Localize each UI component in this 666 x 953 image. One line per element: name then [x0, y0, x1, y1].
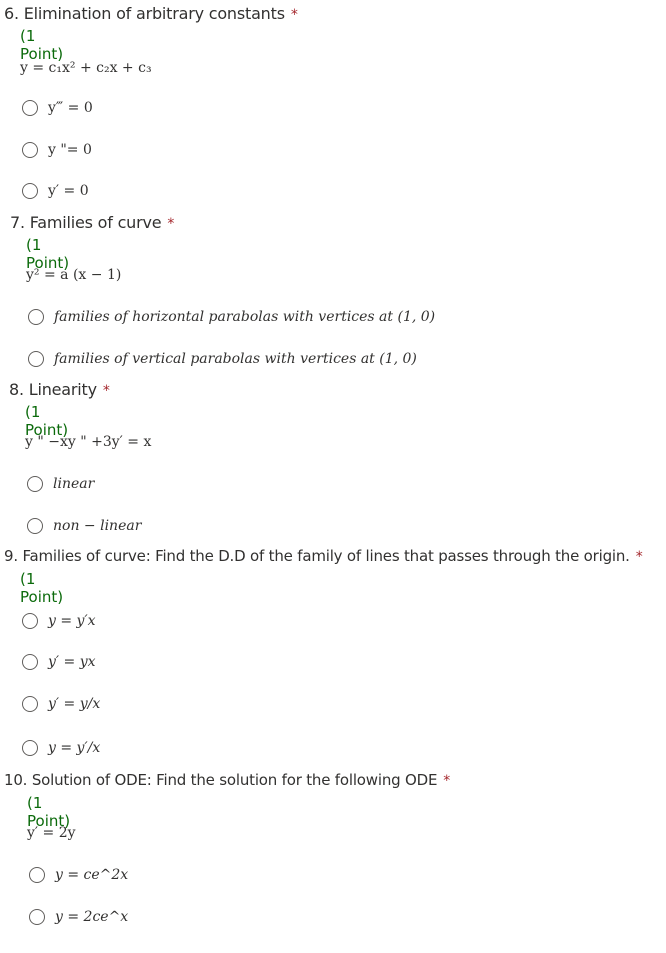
- question-equation: y " −xy " +3y′ = x: [25, 434, 152, 450]
- question-equation: y² = a (x − 1): [26, 267, 122, 283]
- points-label: (1 Point): [20, 27, 64, 63]
- option-q10-b[interactable]: y = 2ce^x: [29, 906, 128, 928]
- radio-button[interactable]: [29, 909, 45, 925]
- radio-button[interactable]: [22, 613, 38, 629]
- question-title: 6. Elimination of arbitrary constants *: [4, 4, 298, 23]
- option-q9-c[interactable]: y′ = y/x: [22, 693, 100, 715]
- required-marker: *: [635, 549, 643, 565]
- option-q7-b[interactable]: families of vertical parabolas with vertices at (1, 0): [28, 348, 417, 370]
- option-q10-a[interactable]: y = ce^2x: [29, 864, 128, 886]
- radio-button[interactable]: [27, 476, 43, 492]
- radio-button[interactable]: [22, 100, 38, 116]
- option-q6-a[interactable]: y‴ = 0: [22, 97, 93, 119]
- question-equation: y′ = 2y: [27, 825, 76, 841]
- required-marker: *: [290, 7, 298, 23]
- option-q9-b[interactable]: y′ = yx: [22, 651, 96, 673]
- required-marker: *: [167, 216, 175, 232]
- required-marker: *: [443, 773, 451, 789]
- question-title: 10. Solution of ODE: Find the solution for the following ODE *: [4, 771, 451, 789]
- option-q7-a[interactable]: families of horizontal parabolas with vertices at (1, 0): [28, 306, 435, 328]
- points-label: (1 Point): [20, 570, 64, 606]
- radio-button[interactable]: [22, 654, 38, 670]
- question-title: 8. Linearity *: [9, 380, 110, 399]
- points-label: (1 Point): [25, 403, 69, 439]
- radio-button[interactable]: [28, 309, 44, 325]
- radio-button[interactable]: [22, 183, 38, 199]
- option-q9-a[interactable]: y = y′x: [22, 610, 96, 632]
- radio-button[interactable]: [27, 518, 43, 534]
- radio-button[interactable]: [28, 351, 44, 367]
- option-q6-b[interactable]: y "= 0: [22, 139, 92, 161]
- radio-button[interactable]: [22, 740, 38, 756]
- points-label: (1 Point): [27, 794, 71, 830]
- option-q9-d[interactable]: y = y′/x: [22, 737, 100, 759]
- question-title: 7. Families of curve *: [10, 213, 175, 232]
- points-label: (1 Point): [26, 236, 70, 272]
- question-title: 9. Families of curve: Find the D.D of the family of lines that passes through the origin. *: [4, 547, 643, 565]
- question-equation: y = c₁x² + c₂x + c₃: [20, 60, 152, 76]
- option-q8-a[interactable]: linear: [27, 473, 94, 495]
- radio-button[interactable]: [29, 867, 45, 883]
- radio-button[interactable]: [22, 142, 38, 158]
- required-marker: *: [102, 383, 110, 399]
- option-q6-c[interactable]: y′ = 0: [22, 180, 89, 202]
- radio-button[interactable]: [22, 696, 38, 712]
- option-q8-b[interactable]: non − linear: [27, 515, 141, 537]
